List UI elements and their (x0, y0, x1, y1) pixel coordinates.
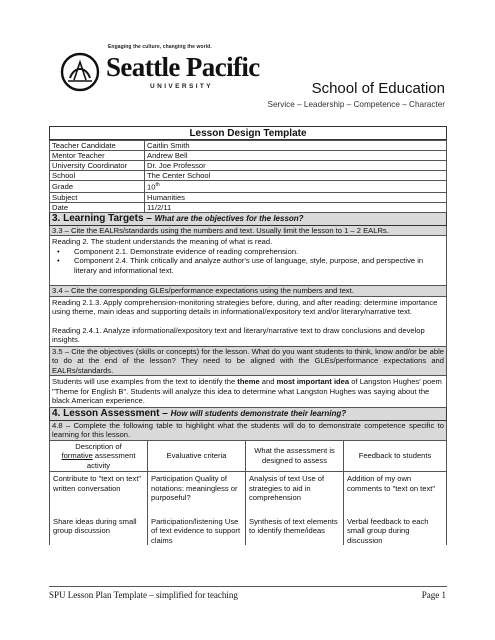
grade-number: 10 (147, 182, 156, 192)
bullet-icon: • (57, 246, 60, 256)
info-value: Dr. Joe Professor (145, 161, 447, 171)
prompt-4-8: 4.8 – Complete the following table to highlight what the students will do to demonstrate competence specific to learning for this lesson. (49, 421, 447, 441)
spu-mark-icon (60, 52, 100, 92)
table-cell: Participation/listening Use of text evidence to support claims (148, 503, 246, 546)
reading-2-text: Reading 2. The student understands the meaning of what is read. (52, 237, 273, 247)
objective-text: of Langston Hughes' poem "Theme for English B". Students will analyze this idea to determine what Langston Hughes was saying about the black American experience. (52, 377, 442, 406)
logo-tagline: Engaging the culture, changing the world. (108, 44, 212, 50)
list-item (52, 247, 444, 257)
table-cell: Addition of my own comments to "text on text" (344, 472, 447, 503)
column-header-assesses: What the assessment is designed to assess (246, 441, 344, 472)
table-row (50, 151, 447, 161)
gle-text-2: Reading 2.4.1. Analyze informational/expository text and literary/narrative text to draw conclusions and develop insights. (52, 325, 425, 345)
info-value: 11/2/11 (145, 202, 447, 212)
section-4-question: How will students demonstrate their learning? (170, 408, 347, 418)
school-motto: Service – Leadership – Competence – Character (267, 100, 445, 109)
prompt-3-5: 3.5 – Cite the objectives (skills or concepts) for the lesson. What do you want students to think, know and/or be able to do at the end of the lesson? They need to be aligned with the GLEs/performance expectations and EALRs/standards. (49, 347, 447, 377)
university-logo (60, 44, 270, 106)
info-label: University Coordinator (50, 161, 145, 171)
table-row (50, 202, 447, 212)
logo-wordmark: Seattle Pacific (106, 52, 260, 82)
header-formative: formative (61, 451, 93, 461)
objective-text: and (259, 377, 277, 387)
footer-divider (49, 586, 447, 587)
gle-cell (49, 297, 447, 347)
logo-subtitle: UNIVERSITY (150, 83, 214, 90)
bullet-text: Component 2.1. Demonstrate evidence of reading comprehension. (74, 246, 299, 256)
info-label: Subject (50, 192, 145, 202)
table-row (50, 181, 447, 193)
table-row (50, 161, 447, 171)
column-header-description (50, 441, 148, 472)
table-cell: Analysis of text Use of strategies to aid in comprehension (246, 472, 344, 503)
info-value: Andrew Bell (145, 151, 447, 161)
table-row (50, 472, 447, 503)
objective-theme: theme (237, 377, 260, 387)
info-label: Date (50, 202, 145, 212)
section-4-heading (49, 408, 447, 421)
school-name: School of Education (311, 80, 445, 97)
prompt-3-3: 3.3 – Cite the EALRs/standards using the numbers and text. Usually limit the lesson to 1 – 2 EALRs. (49, 226, 447, 237)
info-label: Mentor Teacher (50, 151, 145, 161)
table-header-row (50, 441, 447, 472)
objective-important-idea: most important idea (276, 377, 350, 387)
table-cell: Participation Quality of notations: meaningless or purposeful? (148, 472, 246, 503)
assessment-table (49, 441, 447, 546)
objective-text: Students will use examples from the text to identify the (52, 377, 238, 387)
section-4-title: 4. Lesson Assessment – (52, 407, 168, 419)
header-text: assessment activity (86, 451, 136, 470)
list-item (52, 256, 444, 275)
table-row (50, 171, 447, 181)
bullet-icon: • (57, 256, 60, 266)
info-value: The Center School (145, 171, 447, 181)
info-value: Caitlin Smith (145, 141, 447, 151)
column-header-criteria: Evaluative criteria (148, 441, 246, 472)
header-text: Description of (75, 441, 122, 451)
page-number: Page 1 (421, 590, 446, 600)
section-3-heading (49, 213, 447, 226)
lesson-design-document (49, 126, 447, 545)
bullet-text: Component 2.4. Think critically and analyze author's use of language, style, purpose, and perspective in literary and informational text. (74, 256, 424, 275)
footer-title: SPU Lesson Plan Template – simplified for teaching (49, 590, 238, 600)
prompt-3-4: 3.4 – Cite the corresponding GLEs/performance expectations using the numbers and text. (49, 286, 447, 297)
standards-cell (49, 236, 447, 286)
table-cell: Share ideas during small group discussion (50, 503, 148, 546)
info-label: Teacher Candidate (50, 141, 145, 151)
section-3-title: 3. Learning Targets – (52, 212, 152, 224)
info-value (145, 181, 447, 193)
grade-suffix: th (155, 182, 160, 188)
table-row (50, 141, 447, 151)
table-cell: Synthesis of text elements to identify theme/ideas (246, 503, 344, 546)
info-value: Humanities (145, 192, 447, 202)
column-header-feedback: Feedback to students (344, 441, 447, 472)
table-row (50, 503, 447, 546)
table-cell: Contribute to "text on text" written conversation (50, 472, 148, 503)
table-cell: Verbal feedback to each small group during discussion (344, 503, 447, 546)
info-label: Grade (50, 181, 145, 193)
info-label: School (50, 171, 145, 181)
gle-text-1: Reading 2.1.3. Apply comprehension-monitoring strategies before, during, and after reading: determine importance using theme, main ideas and supporting details in informational/expository text and/or literary/narrative text. (52, 297, 438, 317)
table-row (50, 192, 447, 202)
info-table (49, 140, 447, 213)
objectives-cell (49, 376, 447, 408)
section-3-question: What are the objectives for the lesson? (154, 213, 304, 223)
template-title: Lesson Design Template (49, 126, 447, 140)
